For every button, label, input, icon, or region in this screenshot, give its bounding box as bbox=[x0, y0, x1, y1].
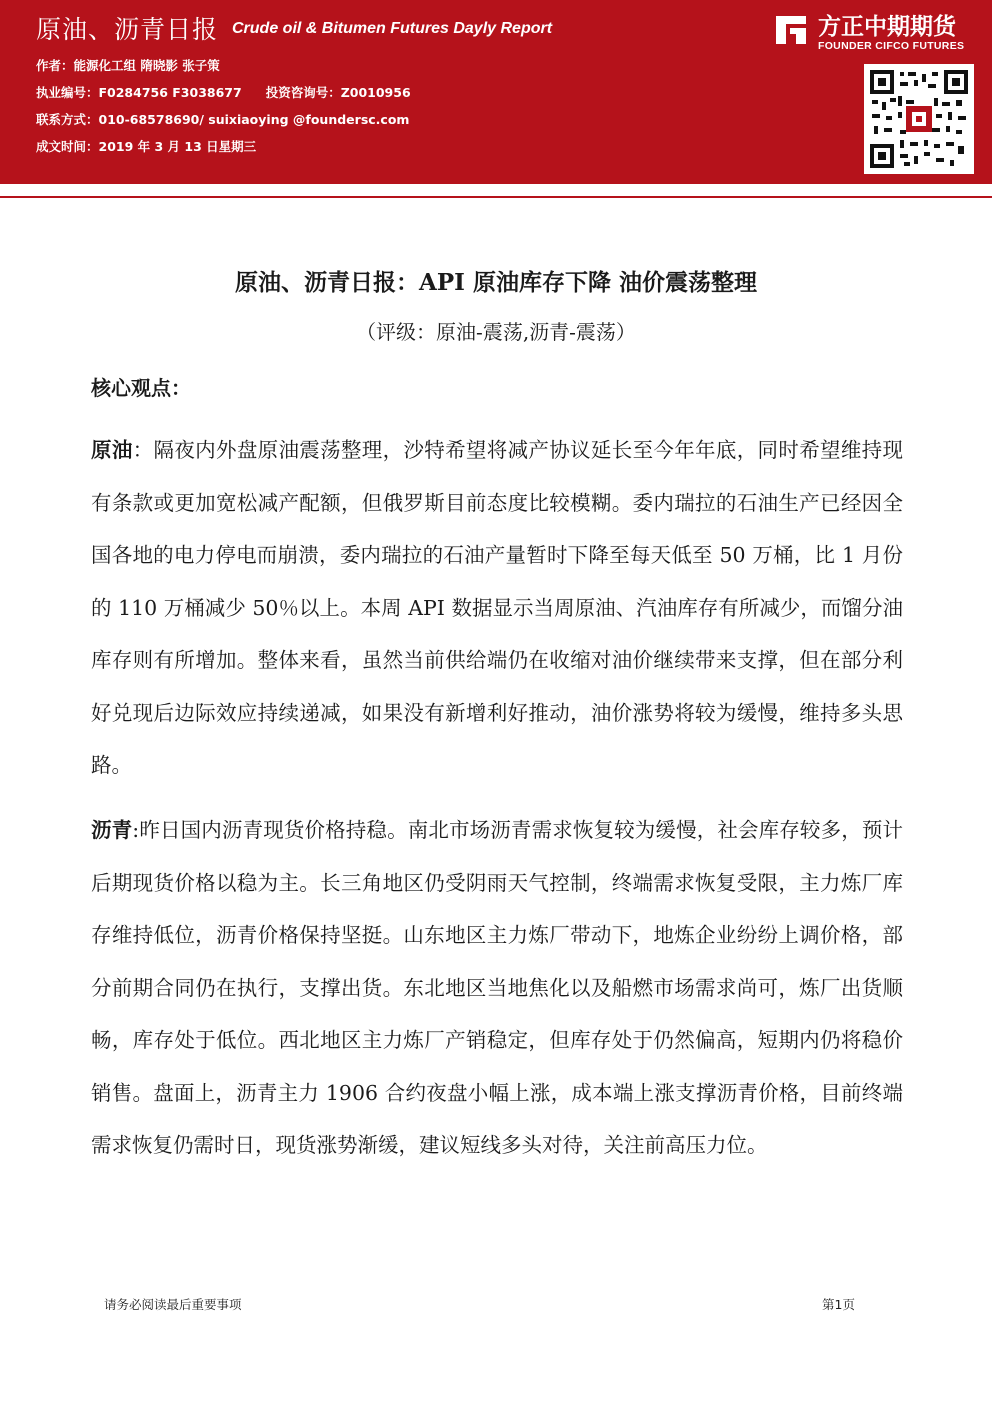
footer-disclaimer-note: 请务必阅读最后重要事项 bbox=[104, 1297, 242, 1312]
bitumen-paragraph bbox=[91, 804, 903, 1172]
header-title-en: Crude oil & Bitumen Futures Dayly Report bbox=[232, 20, 553, 37]
company-logo bbox=[772, 8, 982, 58]
page-number: 第1页 bbox=[822, 1297, 855, 1312]
founder-logo-icon bbox=[772, 10, 810, 48]
contact-line: 联系方式：010-68578690/ suixiaoying @foundersc.com bbox=[36, 112, 410, 127]
authors-line: 作者：能源化工组 隋晓影 张子策 bbox=[36, 58, 220, 73]
date-line: 成文时间：2019 年 3 月 13 日星期三 bbox=[36, 139, 257, 154]
document-title: 原油、沥青日报：API 原油库存下降 油价震荡整理 bbox=[235, 269, 757, 296]
logo-text-en: FOUNDER CIFCO FUTURES bbox=[818, 40, 965, 52]
license-number: 执业编号：F0284756 F3038677 bbox=[36, 85, 242, 100]
header-divider bbox=[0, 182, 992, 198]
crude-oil-text: ：隔夜内外盘原油震荡整理，沙特希望将减产协议延长至今年年底，同时希望维持现有条款或更加宽松减产配额，但俄罗斯目前态度比较模糊。委内瑞拉的石油生产已经因全国各地的电力停电而崩溃，委内瑞拉的石油产量暂时下降至每天低至 50 万桶，比 1 月份的 110 万桶减少 50％以上。本周 API 数据显示当周原油、汽油库存有所减少，而馏分油库存则有所增加。整体来看，虽然当前供给端仍在收缩对油价继续带来支撑，但在部分利好兑现后边际效应持续递减，如果没有新增利好推动，油价涨势将较为缓慢，维持多头思路。 bbox=[91, 438, 904, 777]
logo-text-cn: 方正中期期货 bbox=[818, 14, 956, 40]
qr-code bbox=[864, 64, 974, 174]
qr-code-icon bbox=[870, 70, 968, 168]
bitumen-lead: 沥青 bbox=[91, 818, 133, 842]
crude-oil-paragraph bbox=[91, 424, 903, 792]
bitumen-text: :昨日国内沥青现货价格持稳。南北市场沥青需求恢复较为缓慢，社会库存较多，预计后期现货价格以稳为主。长三角地区仍受阴雨天气控制，终端需求恢复受限，主力炼厂库存维持低位，沥青价格保持坚挺。山东地区主力炼厂带动下，地炼企业纷纷上调价格，部分前期合同仍在执行，支撑出货。东北地区当地焦化以及船燃市场需求尚可，炼厂出货顺畅，库存处于低位。西北地区主力炼厂产销稳定，但库存处于仍然偏高，短期内仍将稳价销售。盘面上，沥青主力 1906 合约夜盘小幅上涨，成本端上涨支撑沥青价格，目前终端需求恢复仍需时日，现货涨势渐缓，建议短线多头对待，关注前高压力位。 bbox=[91, 818, 904, 1157]
license-line bbox=[36, 83, 411, 101]
report-header bbox=[0, 0, 992, 182]
header-title-cn: 原油、沥青日报 bbox=[36, 15, 219, 44]
consult-number: 投资咨询号：Z0010956 bbox=[265, 85, 411, 100]
core-views-heading: 核心观点： bbox=[91, 376, 191, 400]
crude-oil-lead: 原油 bbox=[91, 438, 133, 462]
document-rating: （评级：原油-震荡,沥青-震荡） bbox=[356, 320, 636, 344]
